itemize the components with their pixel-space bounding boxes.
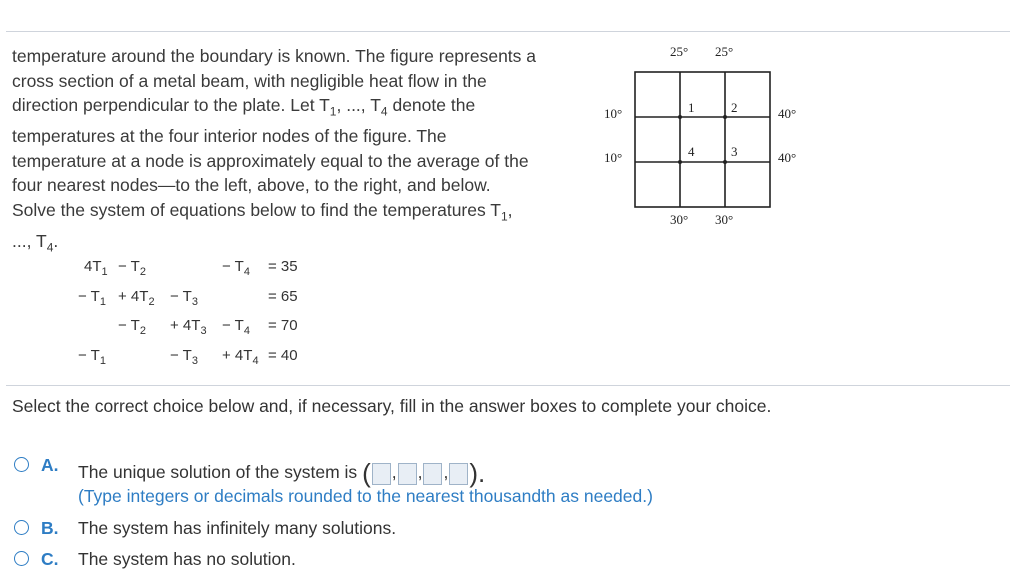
boundary-temp-right-top: 40° (778, 106, 797, 121)
term-text: + 4T (170, 317, 201, 334)
problem-text: denote the (387, 95, 476, 115)
separator: , (443, 462, 449, 483)
node-dot (723, 115, 727, 119)
equation-term (170, 347, 198, 367)
problem-text: , ..., T (336, 95, 381, 115)
subscript: 1 (99, 296, 106, 308)
boundary-temp-left-top: 10° (604, 106, 623, 121)
grid-diagram (600, 40, 812, 230)
node-dot (678, 115, 682, 119)
boundary-temp-top-left: 25° (670, 44, 689, 59)
node-label-1: 1 (688, 100, 695, 115)
problem-line (12, 198, 602, 229)
term-text: − T (222, 258, 244, 275)
equation-term (222, 347, 259, 367)
subscript: 4 (243, 325, 250, 337)
subscript: 2 (139, 325, 146, 337)
equation-term (170, 317, 207, 337)
term-text: + 4T (222, 347, 253, 364)
top-divider (6, 31, 1010, 32)
answer-box-t2[interactable] (398, 463, 417, 485)
equation-term (84, 258, 108, 278)
choice-a-text-row (78, 458, 485, 489)
term-text: − T (78, 288, 100, 305)
answer-box-t4[interactable] (449, 463, 468, 485)
subscript: 4 (243, 266, 250, 278)
separator: , (391, 462, 397, 483)
problem-statement (12, 44, 602, 260)
term-text: − T (170, 347, 192, 364)
term-text: + 4T (118, 288, 149, 305)
choice-a[interactable] (14, 455, 794, 488)
subscript: 2 (148, 296, 155, 308)
term-text: − T (118, 258, 140, 275)
beam-cross-section-figure (600, 40, 812, 230)
problem-line: cross section of a metal beam, with negligible heat flow in the (12, 70, 487, 91)
close-paren: ). (469, 458, 486, 488)
answer-format-hint: (Type integers or decimals rounded to the nearest thousandth as needed.) (78, 486, 653, 506)
boundary-temp-right-bottom: 40° (778, 150, 797, 165)
open-paren: ( (362, 458, 371, 488)
problem-line: temperature around the boundary is known. The figure represents a (12, 46, 537, 66)
problem-text: , (507, 199, 513, 220)
answer-box-t3[interactable] (423, 463, 442, 485)
radio-button-c[interactable] (14, 551, 29, 566)
choice-text: The system has infinitely many solutions. (78, 518, 397, 538)
equation-term (222, 258, 250, 278)
equation-rhs: = 70 (268, 317, 298, 334)
subscript: 3 (191, 296, 198, 308)
node-dot (723, 160, 727, 164)
choice-text: The unique solution of the system is (78, 462, 358, 483)
subscript: 4 (252, 355, 259, 367)
node-label-4: 4 (688, 144, 695, 159)
boundary-temp-top-right: 25° (715, 44, 734, 59)
equation-rhs: = 65 (268, 288, 298, 305)
separator: , (417, 462, 423, 483)
equation-term (78, 288, 106, 308)
problem-line (12, 93, 602, 124)
instruction-text: Select the correct choice below and, if necessary, fill in the answer boxes to complete your choice. (12, 396, 772, 416)
node-dot (678, 160, 682, 164)
subscript: 1 (329, 104, 337, 119)
choice-letter: A. (41, 455, 59, 475)
node-label-3: 3 (731, 144, 738, 159)
subscript: 3 (200, 325, 207, 337)
boundary-temp-bottom-left: 30° (670, 212, 689, 227)
term-text: − T (118, 317, 140, 334)
boundary-temp-bottom-right: 30° (715, 212, 734, 227)
subscript: 3 (191, 355, 198, 367)
equation-term (170, 288, 198, 308)
answer-box-t1[interactable] (372, 463, 391, 485)
subscript: 2 (139, 266, 146, 278)
problem-line (12, 229, 602, 260)
mid-divider (6, 385, 1010, 386)
subscript: 1 (500, 209, 508, 223)
node-label-2: 2 (731, 100, 738, 115)
subscript: 4 (46, 240, 54, 254)
term-text: 4T (84, 258, 102, 275)
radio-button-b[interactable] (14, 520, 29, 535)
subscript: 1 (101, 266, 108, 278)
boundary-temp-left-bottom: 10° (604, 150, 623, 165)
equation-term (118, 317, 146, 337)
radio-button-a[interactable] (14, 457, 29, 472)
problem-line: temperature at a node is approximately equal to the average of the (12, 150, 529, 171)
equation-term (118, 258, 146, 278)
equation-rhs: = 35 (268, 258, 298, 275)
term-text: − T (222, 317, 244, 334)
problem-text: . (53, 230, 59, 251)
choice-letter: C. (41, 549, 59, 569)
problem-text: Solve the system of equations below to find the temperatures T (12, 199, 501, 220)
subscript: 4 (380, 104, 388, 119)
term-text: − T (78, 347, 100, 364)
equation-term (222, 317, 250, 337)
equation-term (118, 288, 155, 308)
choice-c[interactable] (14, 549, 514, 573)
problem-line: temperatures at the four interior nodes of the figure. The (12, 126, 447, 146)
equation-term (78, 347, 106, 367)
subscript: 1 (99, 355, 106, 367)
problem-text: direction perpendicular to the plate. Let T (12, 95, 330, 115)
choice-text: The system has no solution. (78, 549, 296, 569)
choice-b[interactable] (14, 518, 514, 542)
equation-rhs: = 40 (268, 347, 298, 364)
problem-line: four nearest nodes—to the left, above, to the right, and below. (12, 175, 491, 195)
choice-letter: B. (41, 518, 59, 538)
problem-text: ..., T (12, 230, 47, 251)
term-text: − T (170, 288, 192, 305)
grid-outline (635, 72, 770, 207)
